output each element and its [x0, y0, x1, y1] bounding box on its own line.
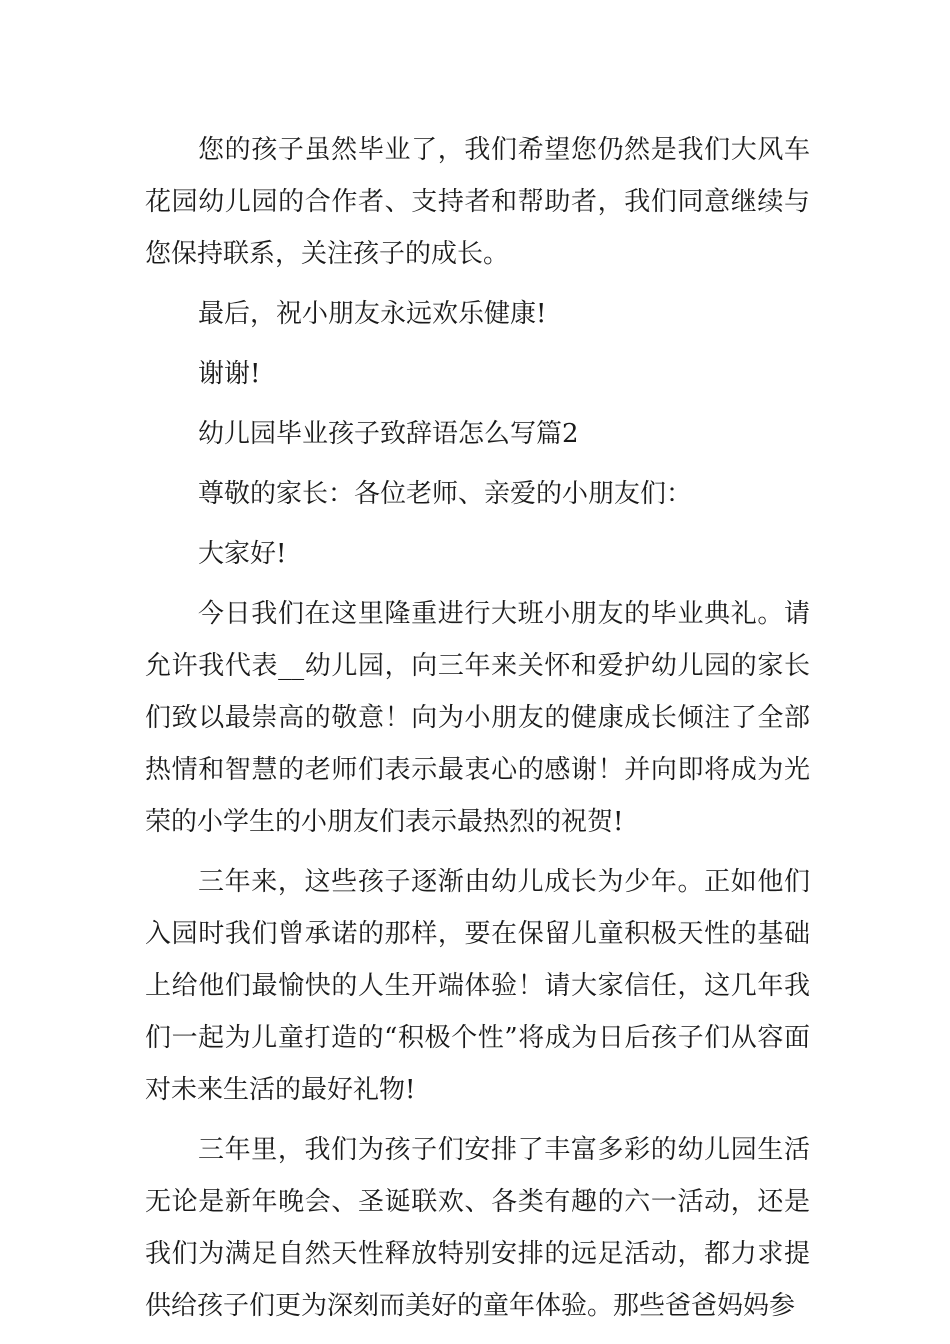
greeting: 大家好!	[198, 539, 287, 569]
paragraph-final-blessing: 最后，祝小朋友永远欢乐健康!	[198, 299, 547, 329]
section-heading: 幼儿园毕业孩子致辞语怎么写篇2	[198, 419, 579, 449]
paragraph-three-years: 三年来，这些孩子逐渐由幼儿成长为少年。正如他们入园时我们曾承诺的那样，要在保留儿童积极天性的基础上给他们最愉快的人生开端体验！请大家信任，这几年我们一起为儿童打造的“积极个性”将成为日后孩子们从容面对未来生活的最好礼物!	[145, 867, 810, 1105]
paragraph-ceremony: 今日我们在这里隆重进行大班小朋友的毕业典礼。请允许我代表__幼儿园，向三年来关怀和爱护幼儿园的家长们致以最崇高的敬意！向为小朋友的健康成长倾注了全部热情和智慧的老师们表示最衷心的感谢！并向即将成为光荣的小学生的小朋友们表示最热烈的祝贺!	[145, 599, 810, 837]
paragraph-closing-wish: 您的孩子虽然毕业了，我们希望您仍然是我们大风车花园幼儿园的合作者、支持者和帮助者，我们同意继续与您保持联系，关注孩子的成长。	[145, 135, 810, 269]
paragraph-thanks: 谢谢!	[198, 359, 261, 389]
salutation: 尊敬的家长：各位老师、亲爱的小朋友们：	[198, 479, 693, 509]
paragraph-activities: 三年里，我们为孩子们安排了丰富多彩的幼儿园生活无论是新年晚会、圣诞联欢、各类有趣的六一活动，还是我们为满足自然天性释放特别安排的远足活动，都力求提供给孩子们更为深刻而美好的童年体验。那些爸爸妈妈参	[145, 1135, 810, 1321]
document-page	[145, 124, 810, 1340]
